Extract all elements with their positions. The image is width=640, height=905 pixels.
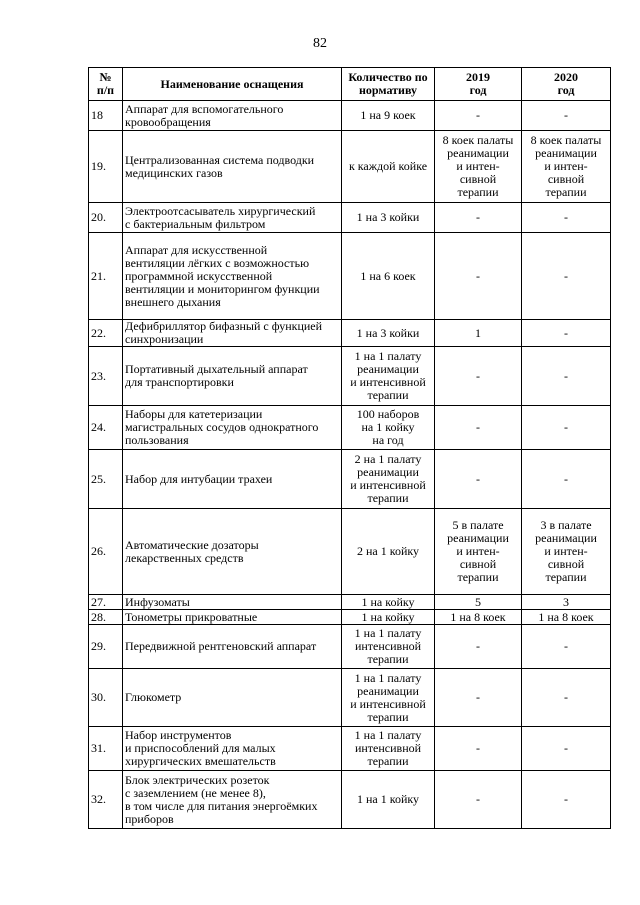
value-2020 bbox=[522, 771, 611, 829]
equipment-name-line: для транспортировки bbox=[125, 375, 234, 389]
value-2020 bbox=[522, 669, 611, 727]
value-2019 bbox=[435, 450, 522, 509]
equipment-name bbox=[123, 131, 342, 203]
norm-quantity bbox=[342, 320, 435, 347]
equipment-name-line: лекарственных средств bbox=[125, 550, 244, 565]
norm-quantity-line: 1 на койку bbox=[361, 594, 415, 609]
norm-quantity bbox=[342, 727, 435, 771]
norm-quantity bbox=[342, 101, 435, 131]
value-2020 bbox=[522, 595, 611, 610]
table-row bbox=[89, 509, 611, 595]
table-row bbox=[89, 669, 611, 727]
equipment-name bbox=[123, 727, 342, 771]
norm-quantity bbox=[342, 595, 435, 610]
equipment-name bbox=[123, 450, 342, 509]
header-qty bbox=[342, 68, 435, 101]
table-row bbox=[89, 771, 611, 829]
header-row bbox=[89, 68, 611, 101]
value-2019-line: - bbox=[476, 792, 480, 806]
row-number: 21. bbox=[89, 233, 123, 320]
norm-quantity bbox=[342, 625, 435, 669]
value-2019-line: 1 bbox=[475, 325, 481, 340]
value-2020-line: - bbox=[564, 325, 568, 340]
table-row bbox=[89, 203, 611, 233]
equipment-name bbox=[123, 233, 342, 320]
norm-quantity-line: 1 на 1 палату bbox=[354, 670, 422, 685]
equipment-name-line: Тонометры прикроватные bbox=[125, 609, 258, 624]
equipment-name bbox=[123, 320, 342, 347]
row-number: 24. bbox=[89, 406, 123, 450]
row-number: 22. bbox=[89, 320, 123, 347]
value-2019-line: - bbox=[476, 420, 480, 434]
value-2020 bbox=[522, 203, 611, 233]
table-body bbox=[89, 101, 611, 829]
value-2020 bbox=[522, 610, 611, 625]
table-row bbox=[89, 101, 611, 131]
norm-quantity-line: 1 на 1 палату bbox=[354, 626, 422, 640]
value-2020-line: - bbox=[564, 210, 568, 224]
row-number: 28. bbox=[89, 610, 123, 625]
value-2019 bbox=[435, 595, 522, 610]
norm-quantity-line: терапии bbox=[367, 388, 409, 402]
equipment-name-line: с заземлением (не менее 8), bbox=[125, 785, 266, 800]
value-2019 bbox=[435, 771, 522, 829]
value-2020-line: сивной bbox=[547, 557, 585, 571]
header-num-line: № bbox=[99, 70, 112, 84]
equipment-name-line: Портативный дыхательный аппарат bbox=[125, 362, 308, 376]
norm-quantity-line: 2 на 1 палату bbox=[354, 452, 422, 466]
equipment-name bbox=[123, 347, 342, 406]
norm-quantity bbox=[342, 771, 435, 829]
table-header bbox=[89, 68, 611, 101]
value-2020 bbox=[522, 450, 611, 509]
value-2019-line: сивной bbox=[459, 172, 497, 186]
norm-quantity bbox=[342, 450, 435, 509]
value-2019-line: сивной bbox=[459, 557, 497, 571]
equipment-name-line: хирургических вмешательств bbox=[125, 754, 276, 768]
norm-quantity bbox=[342, 131, 435, 203]
equipment-table bbox=[88, 67, 611, 829]
value-2019-line: - bbox=[476, 368, 480, 383]
value-2019 bbox=[435, 131, 522, 203]
header-name bbox=[123, 68, 342, 101]
value-2020 bbox=[522, 320, 611, 347]
equipment-name bbox=[123, 203, 342, 233]
value-2019-line: реанимации bbox=[447, 146, 509, 160]
table-row bbox=[89, 131, 611, 203]
value-2019-line: - bbox=[476, 741, 480, 755]
table-row bbox=[89, 610, 611, 625]
value-2019-line: терапии bbox=[457, 185, 499, 199]
norm-quantity-line: терапии bbox=[367, 652, 409, 666]
equipment-name-line: и приспособлений для малых bbox=[125, 741, 276, 755]
table-row bbox=[89, 233, 611, 320]
table-row bbox=[89, 320, 611, 347]
norm-quantity-line: реанимации bbox=[357, 683, 419, 698]
equipment-name-line: Дефибриллятор бифазный с функцией bbox=[125, 319, 323, 333]
header-2020 bbox=[522, 68, 611, 101]
value-2020-line: 1 на 8 коек bbox=[538, 609, 594, 624]
value-2019-line: 1 на 8 коек bbox=[450, 609, 506, 624]
equipment-name-line: программной искусственной bbox=[125, 268, 273, 283]
value-2019-line: и интен- bbox=[456, 159, 500, 173]
equipment-name bbox=[123, 610, 342, 625]
norm-quantity-line: 100 наборов bbox=[356, 407, 420, 421]
value-2020-line: 8 коек палаты bbox=[530, 133, 602, 147]
norm-quantity-line: 1 на 1 палату bbox=[354, 728, 422, 742]
norm-quantity-line: 1 на 3 койки bbox=[356, 325, 420, 340]
row-number: 20. bbox=[89, 203, 123, 233]
equipment-name bbox=[123, 406, 342, 450]
header-qty-line: Количество по bbox=[348, 70, 428, 84]
value-2019-line: 5 bbox=[475, 594, 481, 609]
row-number: 29. bbox=[89, 625, 123, 669]
equipment-name bbox=[123, 669, 342, 727]
norm-quantity-line: 1 на 3 койки bbox=[356, 210, 420, 224]
table-row bbox=[89, 450, 611, 509]
norm-quantity-line: 1 на койку bbox=[361, 609, 415, 624]
table-row bbox=[89, 406, 611, 450]
value-2019 bbox=[435, 509, 522, 595]
norm-quantity bbox=[342, 406, 435, 450]
norm-quantity-line: 2 на 1 койку bbox=[356, 544, 420, 558]
equipment-name-line: Автоматические дозаторы bbox=[125, 537, 259, 552]
value-2019 bbox=[435, 320, 522, 347]
value-2019-line: реанимации bbox=[447, 531, 509, 545]
equipment-name-line: Набор для интубации трахеи bbox=[125, 471, 273, 486]
header-2019-line: год bbox=[469, 83, 487, 97]
norm-quantity-line: терапии bbox=[367, 754, 409, 768]
equipment-name-line: магистральных сосудов однократного bbox=[125, 420, 319, 434]
value-2019 bbox=[435, 625, 522, 669]
table-row bbox=[89, 727, 611, 771]
norm-quantity bbox=[342, 669, 435, 727]
row-number: 18 bbox=[89, 101, 123, 131]
value-2020-line: реанимации bbox=[535, 146, 597, 160]
equipment-name-line: приборов bbox=[125, 811, 174, 826]
equipment-name bbox=[123, 595, 342, 610]
value-2020-line: терапии bbox=[545, 570, 587, 584]
value-2020-line: - bbox=[564, 690, 568, 704]
header-2020-line: год bbox=[557, 83, 575, 97]
row-number: 19. bbox=[89, 131, 123, 203]
value-2019 bbox=[435, 727, 522, 771]
page-number: 82 bbox=[313, 36, 327, 51]
equipment-name-line: Электроотсасыватель хирургический bbox=[125, 203, 316, 218]
norm-quantity bbox=[342, 347, 435, 406]
value-2020 bbox=[522, 233, 611, 320]
value-2020-line: 3 в палате bbox=[540, 518, 592, 532]
norm-quantity-line: к каждой койке bbox=[348, 159, 428, 173]
value-2020-line: и интен- bbox=[544, 544, 588, 558]
value-2019 bbox=[435, 669, 522, 727]
value-2019-line: - bbox=[476, 690, 480, 704]
equipment-name-line: Наборы для катетеризации bbox=[125, 407, 263, 421]
equipment-name-line: пользования bbox=[125, 433, 189, 447]
header-2020-line: 2020 bbox=[554, 70, 578, 84]
table-row bbox=[89, 595, 611, 610]
equipment-name bbox=[123, 625, 342, 669]
header-name-line: Наименование оснащения bbox=[160, 76, 304, 91]
equipment-name-line: вентиляции и мониторингом функции bbox=[125, 281, 320, 296]
row-number: 25. bbox=[89, 450, 123, 509]
value-2019 bbox=[435, 233, 522, 320]
header-qty-line: нормативу bbox=[358, 83, 418, 97]
value-2020 bbox=[522, 406, 611, 450]
norm-quantity-line: на 1 койку bbox=[361, 420, 415, 434]
norm-quantity-line: и интенсивной bbox=[350, 478, 426, 492]
row-number: 26. bbox=[89, 509, 123, 595]
equipment-name-line: Набор инструментов bbox=[125, 728, 232, 742]
norm-quantity-line: 1 на 6 коек bbox=[360, 268, 416, 283]
value-2019-line: 5 в палате bbox=[452, 518, 504, 532]
equipment-name-line: внешнего дыхания bbox=[125, 294, 221, 309]
value-2019-line: - bbox=[476, 471, 480, 486]
norm-quantity bbox=[342, 509, 435, 595]
equipment-name-line: Блок электрических розеток bbox=[125, 772, 270, 787]
value-2019-line: терапии bbox=[457, 570, 499, 584]
norm-quantity bbox=[342, 233, 435, 320]
value-2020-line: - bbox=[564, 268, 568, 283]
equipment-name-line: Централизованная система подводки bbox=[125, 152, 315, 167]
equipment-name-line: медицинских газов bbox=[125, 165, 223, 180]
value-2020-line: - bbox=[564, 368, 568, 383]
value-2020 bbox=[522, 509, 611, 595]
equipment-name-line: в том числе для питания энергоёмких bbox=[125, 798, 318, 813]
value-2019-line: - bbox=[476, 108, 480, 122]
equipment-name-line: синхронизации bbox=[125, 332, 204, 346]
value-2019 bbox=[435, 406, 522, 450]
row-number: 23. bbox=[89, 347, 123, 406]
value-2019-line: - bbox=[476, 210, 480, 224]
value-2020-line: - bbox=[564, 108, 568, 122]
norm-quantity-line: и интенсивной bbox=[350, 375, 426, 389]
row-number: 31. bbox=[89, 727, 123, 771]
value-2019 bbox=[435, 101, 522, 131]
header-num bbox=[89, 68, 123, 101]
equipment-name-line: Инфузоматы bbox=[125, 594, 190, 609]
equipment-name-line: Глюкометр bbox=[125, 690, 182, 704]
norm-quantity-line: на год bbox=[372, 433, 404, 447]
table-row bbox=[89, 347, 611, 406]
equipment-name-line: Аппарат для вспомогательного bbox=[125, 101, 284, 116]
norm-quantity-line: интенсивной bbox=[354, 639, 422, 653]
value-2019-line: и интен- bbox=[456, 544, 500, 558]
value-2020 bbox=[522, 347, 611, 406]
value-2020-line: - bbox=[564, 792, 568, 806]
value-2019 bbox=[435, 347, 522, 406]
header-2019-line: 2019 bbox=[466, 70, 490, 84]
equipment-name-line: Аппарат для искусственной bbox=[125, 242, 268, 257]
row-number: 30. bbox=[89, 669, 123, 727]
value-2020-line: - bbox=[564, 741, 568, 755]
value-2020-line: и интен- bbox=[544, 159, 588, 173]
value-2020 bbox=[522, 131, 611, 203]
norm-quantity-line: 1 на 1 палату bbox=[354, 349, 422, 363]
equipment-name bbox=[123, 771, 342, 829]
value-2020-line: сивной bbox=[547, 172, 585, 186]
value-2020-line: - bbox=[564, 639, 568, 653]
norm-quantity-line: терапии bbox=[367, 709, 409, 724]
norm-quantity-line: 1 на 1 койку bbox=[356, 792, 420, 806]
value-2019-line: - bbox=[476, 268, 480, 283]
value-2020 bbox=[522, 101, 611, 131]
row-number: 27. bbox=[89, 595, 123, 610]
row-number: 32. bbox=[89, 771, 123, 829]
value-2020-line: - bbox=[564, 420, 568, 434]
value-2020 bbox=[522, 625, 611, 669]
norm-quantity-line: интенсивной bbox=[354, 741, 422, 755]
equipment-name-line: кровообращения bbox=[125, 114, 211, 129]
header-num-line: п/п bbox=[96, 83, 115, 97]
value-2019 bbox=[435, 610, 522, 625]
equipment-name bbox=[123, 101, 342, 131]
equipment-name-line: с бактериальным фильтром bbox=[125, 216, 266, 231]
norm-quantity-line: 1 на 9 коек bbox=[360, 108, 416, 122]
norm-quantity-line: реанимации bbox=[357, 465, 419, 479]
equipment-name-line: вентиляции лёгких с возможностью bbox=[125, 255, 310, 270]
value-2020-line: реанимации bbox=[535, 531, 597, 545]
norm-quantity-line: терапии bbox=[367, 491, 409, 505]
norm-quantity-line: реанимации bbox=[357, 362, 419, 376]
norm-quantity bbox=[342, 203, 435, 233]
value-2019-line: - bbox=[476, 639, 480, 653]
norm-quantity-line: и интенсивной bbox=[350, 696, 426, 711]
equipment-name bbox=[123, 509, 342, 595]
value-2020-line: терапии bbox=[545, 185, 587, 199]
equipment-name-line: Передвижной рентгеновский аппарат bbox=[125, 639, 317, 653]
value-2019 bbox=[435, 203, 522, 233]
value-2020 bbox=[522, 727, 611, 771]
norm-quantity bbox=[342, 610, 435, 625]
value-2020-line: - bbox=[564, 471, 568, 486]
table-row bbox=[89, 625, 611, 669]
value-2019-line: 8 коек палаты bbox=[442, 133, 514, 147]
value-2020-line: 3 bbox=[563, 594, 569, 609]
header-2019 bbox=[435, 68, 522, 101]
